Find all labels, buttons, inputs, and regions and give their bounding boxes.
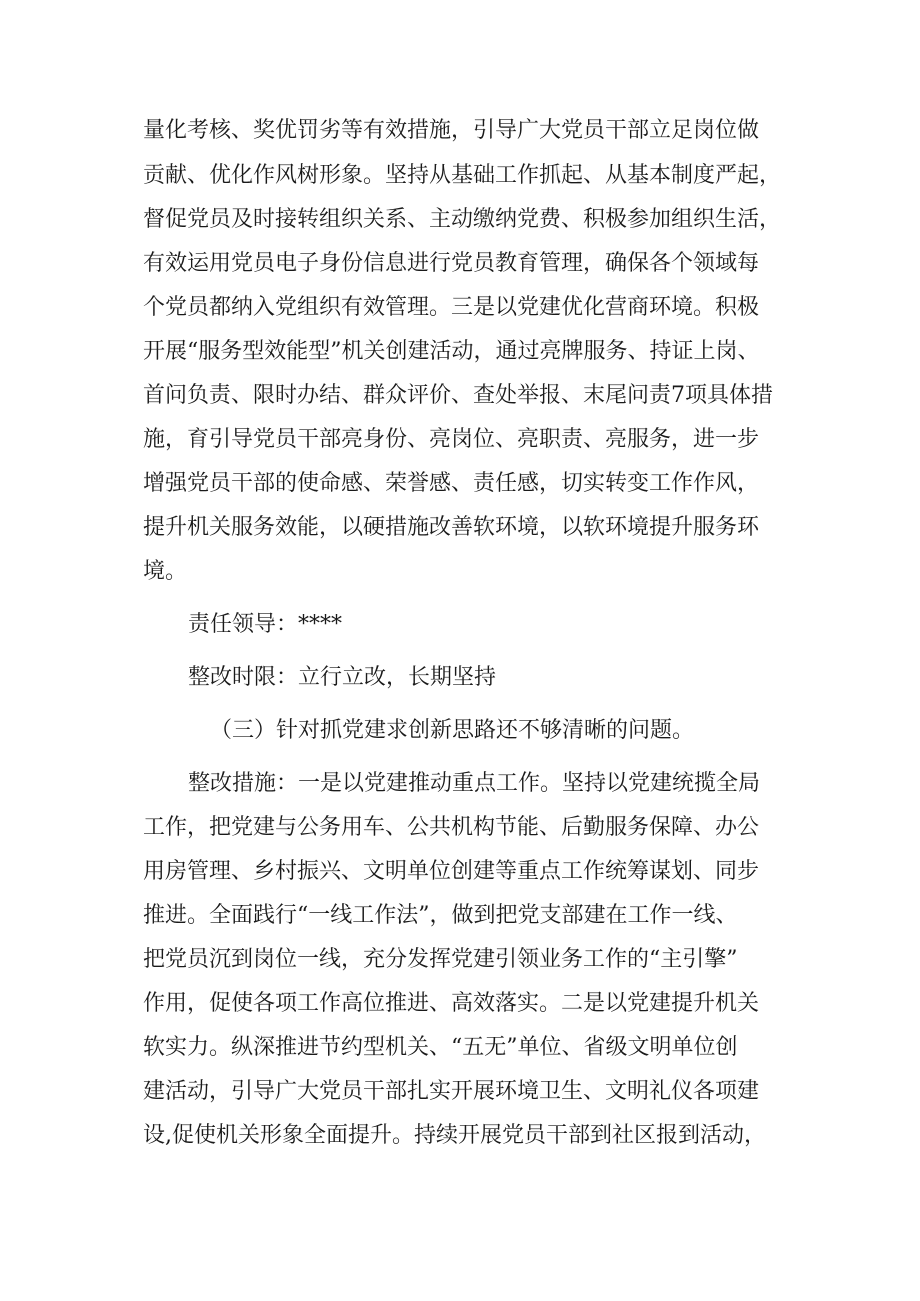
- paragraph2-line-1: 整改措施：一是以党建推动重点工作。坚持以党建统揽全局: [188, 771, 761, 796]
- paragraph1-line-2: 贡献、优化作风树形象。坚持从基础工作抓起、从基本制度严起，: [143, 163, 782, 188]
- paragraph1-line-9: 增强党员干部的使命感、荣誉感、责任感，切实转变工作作风，: [143, 471, 760, 496]
- paragraph2-line-7: 软实力。纵深推进节约型机关、“五无”单位、省级文明单位创: [143, 1035, 738, 1060]
- paragraph2-line-9: 设,促使机关形象全面提升。持续开展党员干部到社区报到活动，: [143, 1123, 766, 1148]
- paragraph1-line-8: 施，育引导党员干部亮身份、亮岗位、亮职责、亮服务，进一步: [143, 427, 760, 452]
- paragraph1-line-4: 有效运用党员电子身份信息进行党员教育管理，确保各个领域每: [143, 251, 760, 276]
- responsible-leader: 责任领导：****: [188, 612, 343, 637]
- section-heading: （三）针对抓党建求创新思路还不够清晰的问题。: [210, 718, 695, 743]
- rectification-deadline: 整改时限：立行立改，长期坚持: [188, 665, 497, 690]
- paragraph2-line-5: 把党员沉到岗位一线，充分发挥党建引领业务工作的“主引擎”: [143, 947, 738, 972]
- paragraph2-line-6: 作用，促使各项工作高位推进、高效落实。二是以党建提升机关: [143, 991, 760, 1016]
- paragraph1-line-5: 个党员都纳入党组织有效管理。三是以党建优化营商环境。积极: [143, 295, 760, 320]
- paragraph1-line-6: 开展“服务型效能型”机关创建活动，通过亮牌服务、持证上岗、: [143, 339, 760, 364]
- paragraph1-line-7: 首问负责、限时办结、群众评价、查处举报、末尾问责7项具体措: [143, 383, 773, 408]
- paragraph1-line-1: 量化考核、奖优罚劣等有效措施，引导广大党员干部立足岗位做: [143, 118, 760, 143]
- paragraph2-line-4: 推进。全面践行“一线工作法”，做到把党支部建在工作一线、: [143, 903, 738, 928]
- paragraph2-line-2: 工作，把党建与公务用车、公共机构节能、后勤服务保障、办公: [143, 815, 760, 840]
- paragraph2-line-8: 建活动，引导广大党员干部扎实开展环境卫生、文明礼仪各项建: [143, 1079, 760, 1104]
- paragraph1-line-3: 督促党员及时接转组织关系、主动缴纳党费、积极参加组织生活，: [143, 207, 782, 232]
- paragraph2-line-3: 用房管理、乡村振兴、文明单位创建等重点工作统筹谋划、同步: [143, 859, 760, 884]
- paragraph1-line-11: 境。: [143, 559, 188, 584]
- paragraph1-line-10: 提升机关服务效能，以硬措施改善软环境，以软环境提升服务环: [143, 515, 760, 540]
